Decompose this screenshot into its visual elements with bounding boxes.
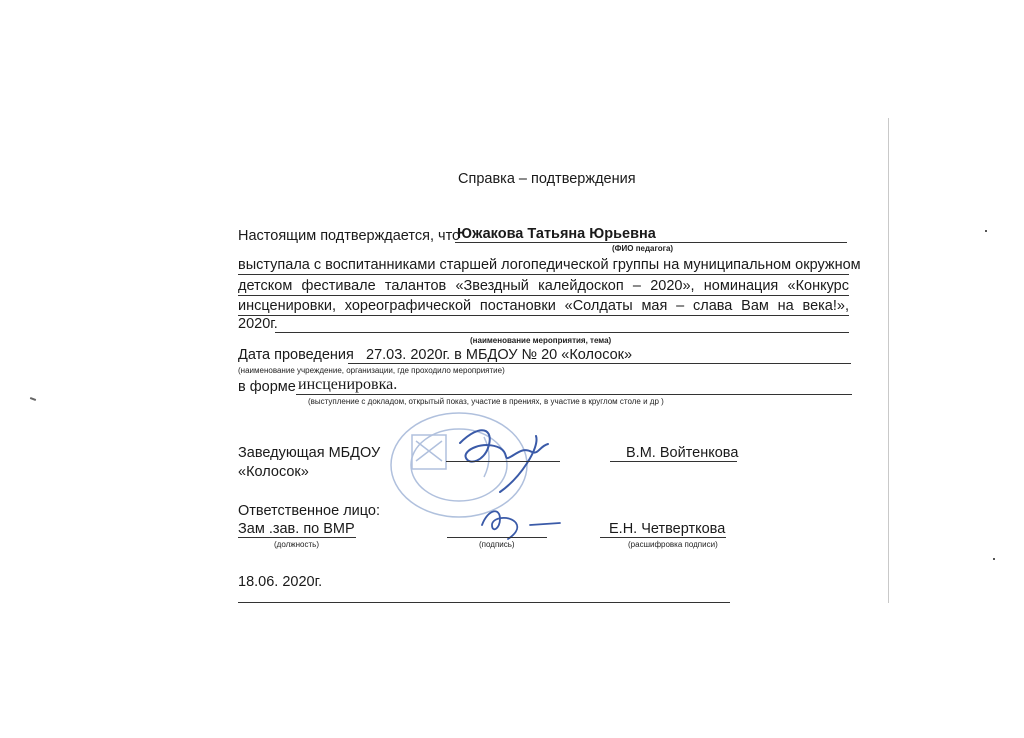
caption-decoding: (расшифровка подписи) — [628, 540, 718, 549]
head-name-underline — [610, 461, 737, 462]
teacher-name: Южакова Татьяна Юрьевна — [457, 226, 656, 242]
form-underline — [296, 394, 852, 395]
body-underline-1 — [238, 274, 849, 275]
form-caption: (выступление с докладом, открытый показ, участие в прениях, в участие в круглом столе и др ) — [308, 397, 664, 406]
document-title: Справка – подтверждения — [458, 171, 636, 187]
date-value: 27.03. 2020г. в МБДОУ № 20 «Колосок» — [366, 347, 633, 363]
form-value: инсценировка. — [298, 376, 398, 393]
responsible-label: Ответственное лицо: — [238, 503, 380, 519]
form-label: в форме — [238, 379, 296, 395]
scan-speck — [30, 397, 36, 401]
signature-head — [440, 418, 570, 498]
responsible-name: Е.Н. Четверткова — [609, 521, 726, 537]
body-line-4: 2020г. — [238, 316, 278, 332]
position-underline — [238, 537, 356, 538]
issue-date: 18.06. 2020г. — [238, 574, 323, 590]
head-title-line2: «Колосок» — [238, 464, 309, 480]
caption-signature: (подпись) — [479, 540, 515, 549]
body-underline-2 — [238, 295, 849, 296]
responsible-position: Зам .зав. по ВМР — [238, 521, 355, 537]
caption-position: (должность) — [274, 540, 319, 549]
venue-caption: (наименование учреждение, организации, где проходило мероприятие) — [238, 366, 505, 375]
head-name: В.М. Войтенкова — [626, 445, 739, 461]
name-underline — [600, 537, 726, 538]
teacher-caption: (ФИО педагога) — [612, 244, 674, 253]
date-label: Дата проведения — [238, 347, 354, 363]
event-caption: (наименование мероприятия, тема) — [470, 336, 612, 345]
issue-date-underline — [238, 602, 730, 603]
head-signature-underline — [446, 461, 560, 462]
body-line-1: выступала с воспитанниками старшей логопедической группы на муниципальном окружном — [238, 257, 861, 273]
scan-speck — [985, 230, 987, 232]
scan-page-edge — [888, 118, 889, 603]
signature-underline — [447, 537, 547, 538]
body-line-3: инсценировки, хореографической постановки «Солдаты мая – слава Вам на века!», — [238, 298, 849, 314]
body-underline-3 — [238, 315, 849, 316]
date-underline — [348, 363, 851, 364]
head-title-line1: Заведующая МБДОУ — [238, 445, 381, 461]
teacher-name-underline — [455, 242, 847, 243]
scan-speck — [993, 558, 995, 560]
confirm-prefix: Настоящим подтверждается, что — [238, 228, 461, 244]
body-underline-4 — [275, 332, 849, 333]
body-line-2: детском фестивале талантов «Звездный калейдоскоп – 2020», номинация «Конкурс — [238, 278, 849, 294]
